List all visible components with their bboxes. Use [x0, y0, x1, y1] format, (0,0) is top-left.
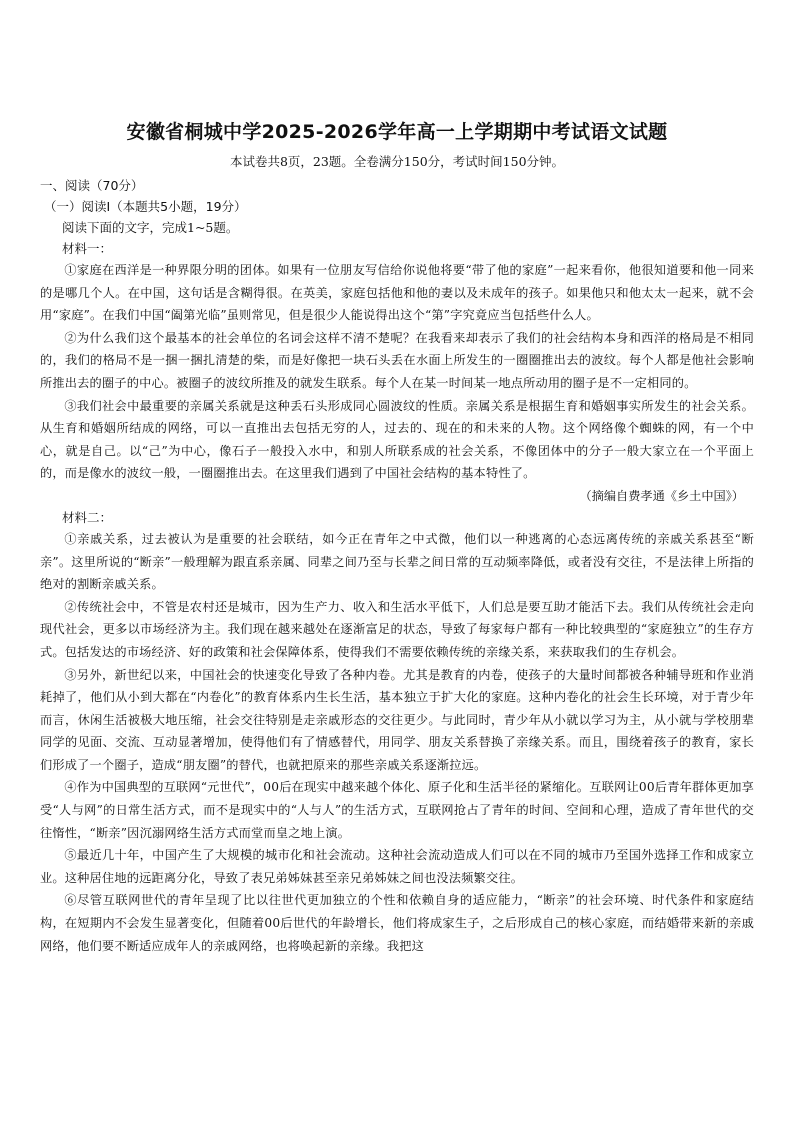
material-2-paragraph-4: ④作为中国典型的互联网“元世代”，00后在现实中越来越个体化、原子化和生活半径的紧缩化。互联网让00后青年群体更加享受“人与网”的日常生活方式，而不是现实中的“人与人”的生活方式，互联网抢占了青年的时间、空间和心理，造成了青年世代的交往惰性，“断亲”因沉溺网络生活方式而堂而皇之地上演。 — [40, 780, 754, 840]
material-1-source: （摘编自费孝通《乡土中国》） — [579, 488, 744, 503]
material-1-paragraph-1: ①家庭在西洋是一种界限分明的团体。如果有一位朋友写信给你说他将要“带了他的家庭”一起来看你，他很知道要和他一同来的是哪几个人。在中国，这句话是含糊得很。在英美，家庭包括他和他的妻以及未成年的孩子。如果他只和他太太一起来，就不会用“家庭”。在我们中国“阖第光临”虽则常见，但是很少人能说得出这个“第”字究竟应当包括些什么人。 — [40, 263, 754, 323]
material-2-paragraph-2: ②传统社会中，不管是农村还是城市，因为生产力、收入和生活水平低下，人们总是要互助才能活下去。我们从传统社会走向现代社会，更多以市场经济为主。我们现在越来越处在逐渐富足的状态，导致了每家每户都有一种比较典型的“家庭独立”的生存方式。包括发达的市场经济、好的政策和社会保障体系，使得我们不需要依赖传统的亲缘关系，来获取我们的生存机会。 — [40, 599, 754, 659]
material-1-paragraph-3: ③我们社会中最重要的亲属关系就是这种丢石头形成同心圆波纹的性质。亲属关系是根据生育和婚姻事实所发生的社会关系。从生育和婚姻所结成的网络，可以一直推出去包括无穷的人，过去的、现在的和未来的人物。这个网络像个蜘蛛的网，有一个中心，就是自己。以“己”为中心，像石子一般投入水中，和别人所联系成的社会关系，不像团体中的分子一般大家立在一个平面上的，而是像水的波纹一般，一圈圈推出去。在这里我们遇到了中国社会结构的基本特性了。 — [40, 398, 754, 481]
subsection-heading: （一）阅读Ⅰ（本题共5小题，19分） — [44, 199, 247, 214]
material-2-paragraph-6: ⑥尽管互联网世代的青年呈现了比以往世代更加独立的个性和依赖自身的适应能力，“断亲”的社会环境、时代条件和家庭结构，在短期内不会发生显著变化，但随着00后世代的年龄增长，他们将成家生子，之后形成自己的核心家庭，而结婚带来新的亲戚网络，他们要不断适应成年人的亲戚网络，也将唤起新的亲缘。我把这 — [40, 893, 754, 953]
material-2-paragraph-5: ⑤最近几十年，中国产生了大规模的城市化和社会流动。这种社会流动造成人们可以在不同的城市乃至国外选择工作和成家立业。这种居住地的远距离分化，导致了表兄弟姊妹甚至亲兄弟姊妹之间也没法频繁交往。 — [40, 848, 754, 885]
material-1-label: 材料一： — [62, 241, 113, 256]
material-1-paragraph-2: ②为什么我们这个最基本的社会单位的名词会这样不清不楚呢？在我看来却表示了我们的社会结构本身和西洋的格局是不相同的，我们的格局不是一捆一捆扎清楚的柴，而是好像把一块石头丢在水面上所发生的一圈圈推出去的波纹。每个人都是他社会影响所推出去的圈子的中心。被圈子的波纹所推及的就发生联系。每个人在某一时间某一地点所动用的圈子是不一定相同的。 — [40, 330, 754, 390]
section-heading: 一、阅读（70分） — [40, 178, 144, 193]
material-2-label: 材料二： — [62, 509, 113, 525]
material-2-paragraph-3: ③另外，新世纪以来，中国社会的快速变化导致了各种内卷。尤其是教育的内卷，使孩子的大量时间都被各种辅导班和作业消耗掉了，他们从小到大都在“内卷化”的教育体系内生长生活，基本独立于扩大化的家庭。这种内卷化的社会生长环境，对于青少年而言，休闲生活被极大地压缩，社会交往特别是走亲戚形态的交往更少。与此同时，青少年从小就以学习为主，从小就与学校朋辈同学的见面、交流、互动显著增加，使得他们有了情感替代，用同学、朋友关系替换了亲缘关系。而且，围绕着孩子的教育，家长们形成了一个圈子，造成“朋友圈”的替代，也就把原来的那些亲戚关系逐渐拉远。 — [40, 667, 754, 772]
material-2-paragraph-1: ①亲戚关系，过去被认为是重要的社会联结，如今正在青年之中式微，他们以一种逃离的心态远离传统的亲戚关系甚至“断亲”。这里所说的“断亲”一般理解为跟直系亲属、同辈之间乃至与长辈之间日常的互动频率降低，或者没有交往，不是法律上所指的绝对的割断亲戚关系。 — [40, 531, 754, 592]
reading-instruction: 阅读下面的文字，完成1~5题。 — [62, 220, 239, 235]
page-title: 安徽省桐城中学2025-2026学年高一上学期期中考试语文试题 — [126, 121, 668, 143]
exam-info: 本试卷共8页，23题。全卷满分150分，考试时间150分钟。 — [229, 154, 565, 169]
